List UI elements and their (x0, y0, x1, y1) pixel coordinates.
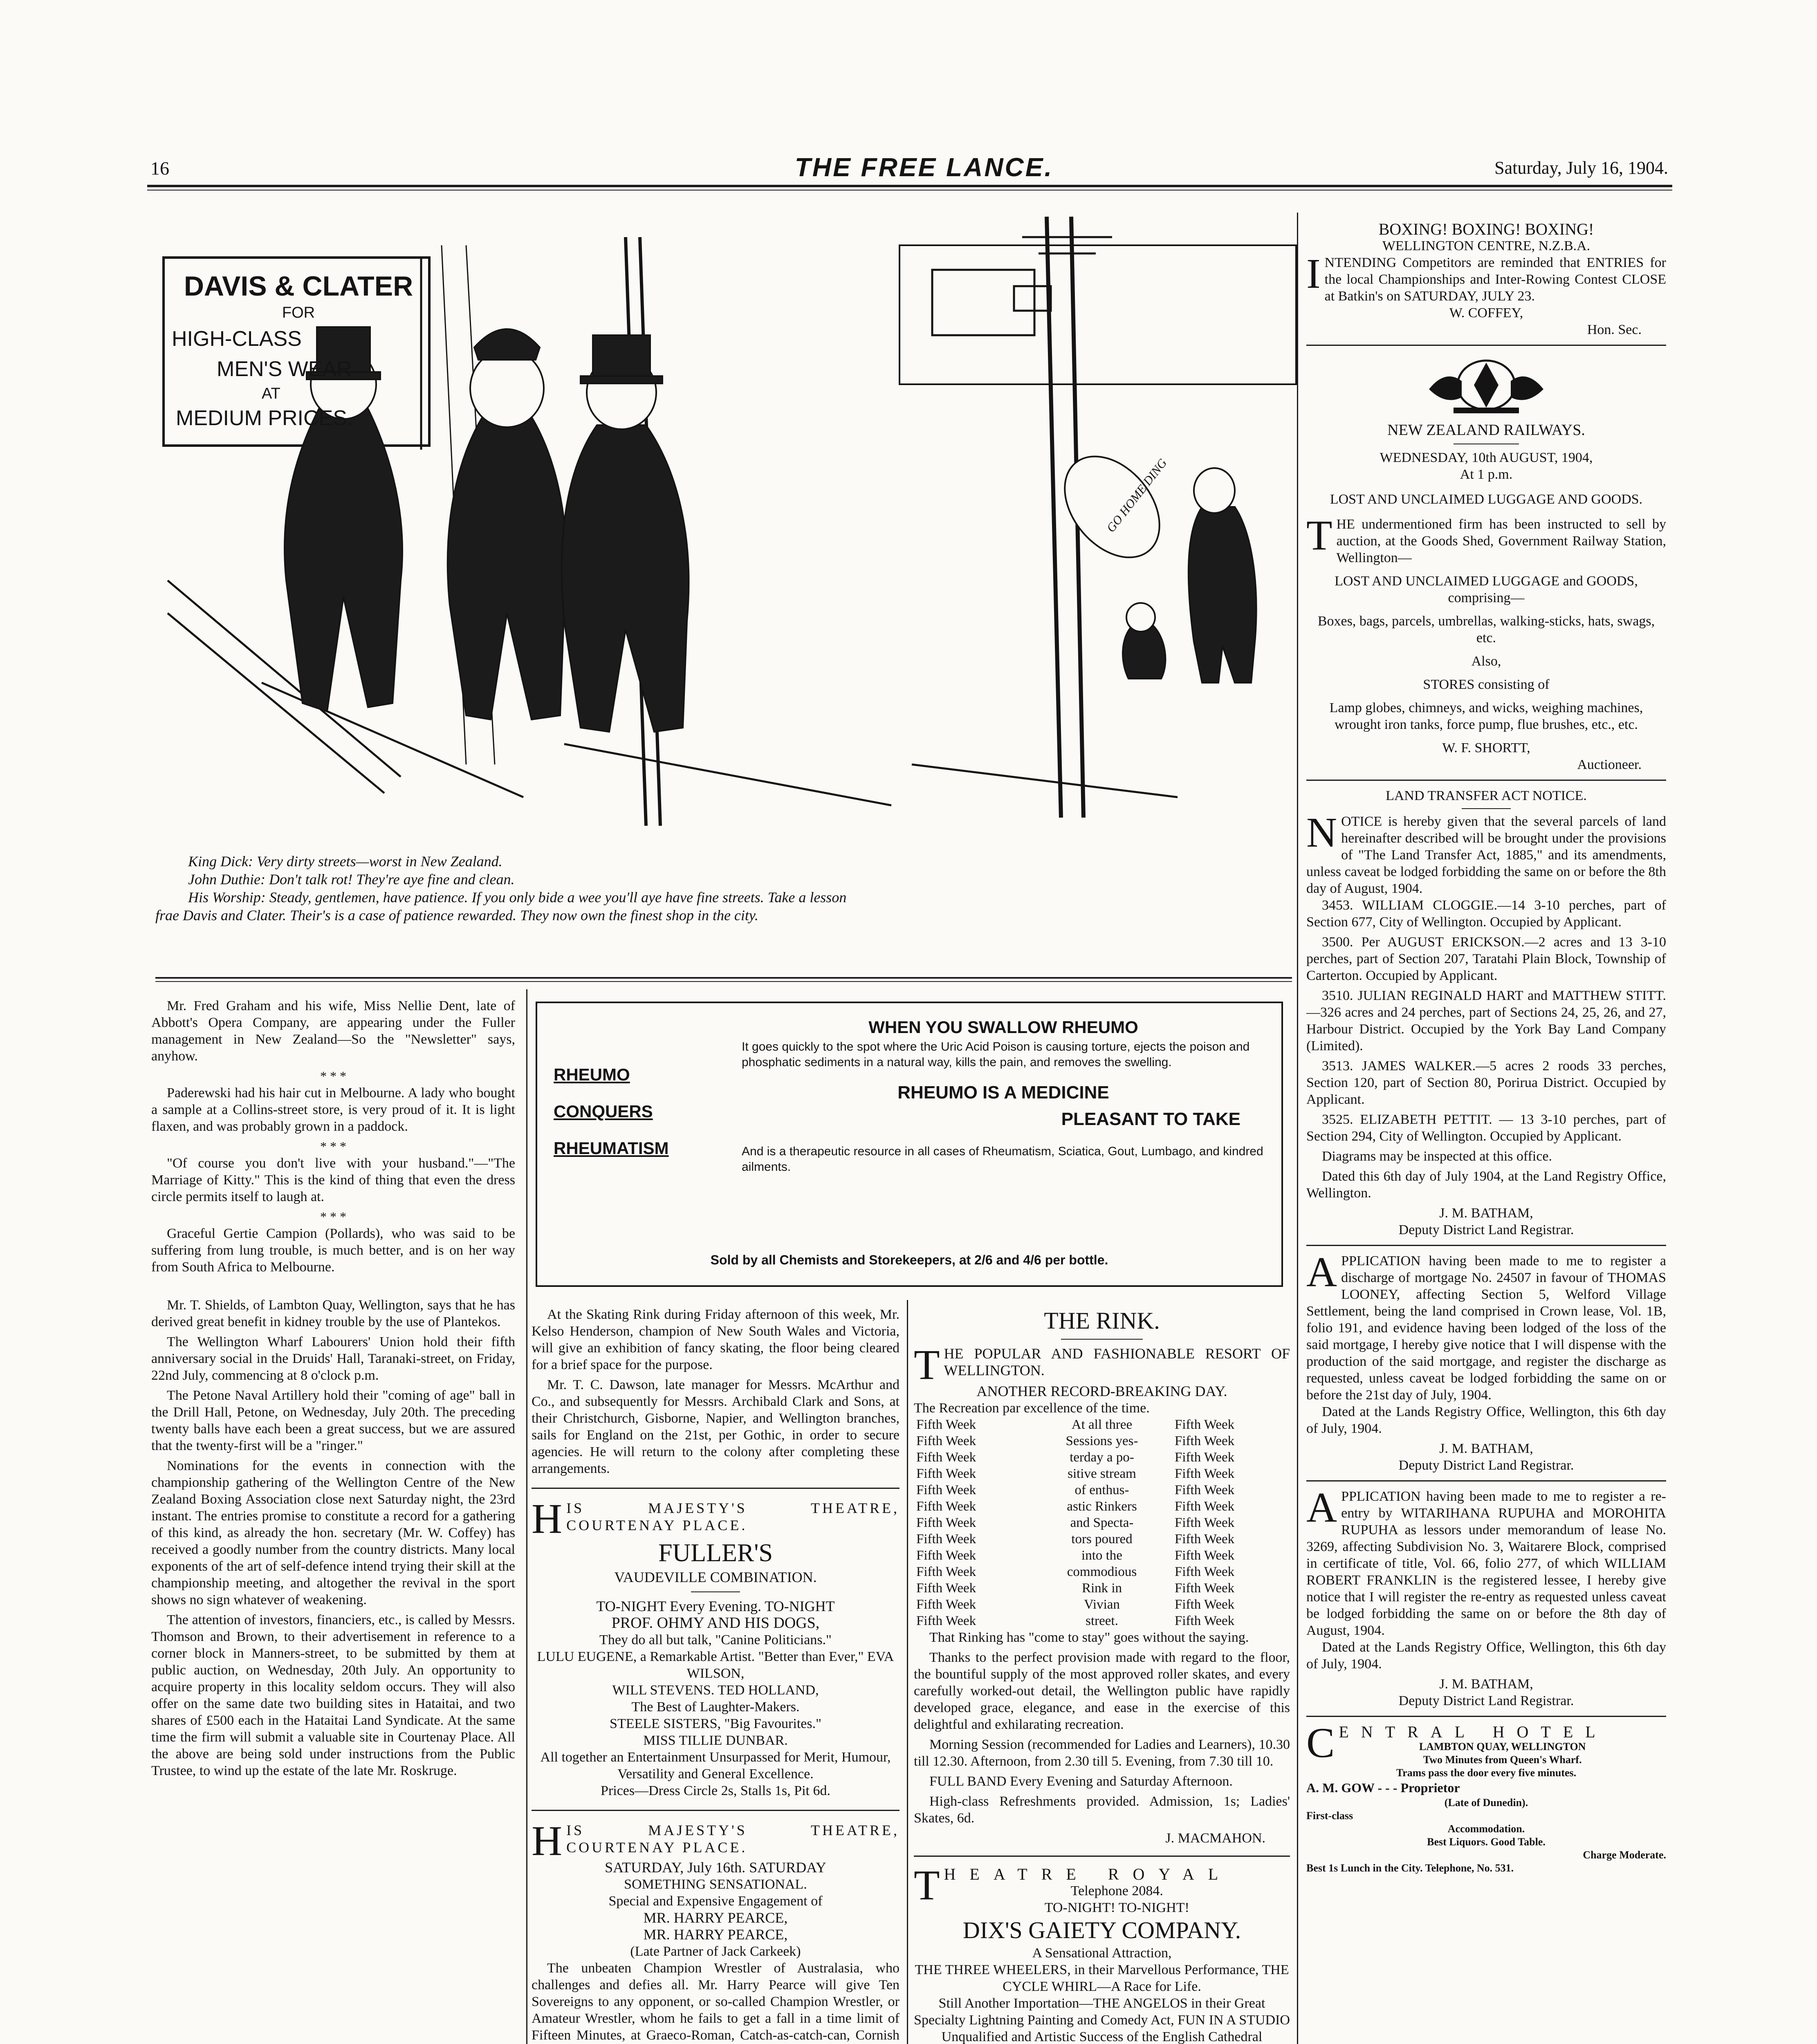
boxing-text: NTENDING Competitors are reminded that ENTRIES for the local Championships and Inter-Rowing Contest CLOSE at Batkin's on SATURDAY, JULY 23. (1324, 255, 1666, 304)
fullers-line-1: TO-NIGHT Every Evening. TO-NIGHT (596, 1598, 835, 1614)
rink-week-row (914, 1498, 1290, 1515)
pearce-line-4: MR. HARRY PEARCE, (643, 1910, 788, 1926)
news-wharf: The Wellington Wharf Labourers' Union hold their fifth anniversary social in the Druids' Hall, Taranaki-street, on Friday, 22nd July, commencing at 8 o'clock p.m. (151, 1334, 515, 1383)
hotel-best: Best Liquors. Good Table. (1427, 1836, 1546, 1848)
cartoon-bottom-rule (155, 977, 1292, 979)
rink-week-cell: Fifth Week (916, 1466, 976, 1481)
pearce-line-1: SATURDAY, July 16th. SATURDAY (605, 1859, 826, 1876)
hotel-prop: A. M. GOW - - - Proprietor (1306, 1780, 1460, 1795)
rink-week-cell: Fifth Week (916, 1614, 976, 1628)
rink-week-cell: Fifth Week (1175, 1564, 1235, 1579)
app1-dated: Dated at the Lands Registry Office, Wellington, this 6th day of July, 1904. (1306, 1404, 1666, 1436)
pearce-line-2: SOMETHING SENSATIONAL. (624, 1877, 807, 1892)
rink-week-cell: street. (1086, 1614, 1118, 1628)
app1-text: PPLICATION having been made to me to register a discharge of mortgage No. 24507 in favour of THOMAS LOONEY, affecting Section 5, Welford Village Settlement, being the land comprised in Crown lease, Vol. 1B, folio 191, and evidence having been lodged of the loss of the said mortgage, I hereby give notice that I will dispense with the production of the said mortgage, and register the discharge as requested, unless caveat be lodged forbidding the same on or before the 21st day of July, 1904. (1306, 1253, 1666, 1403)
column-2 (532, 1306, 900, 2044)
boxing-sign-1: W. COFFEY, (1449, 305, 1523, 320)
rink-week-cell: Fifth Week (916, 1417, 976, 1432)
land-sign-2: Deputy District Land Registrar. (1398, 1222, 1574, 1237)
railway-crest-icon (1306, 352, 1666, 418)
sign-line-6: MEDIUM PRICES. (176, 406, 353, 430)
land-item-5: 3525. ELIZABETH PETTIT. — 13 3-10 perches, part of Section 294, City of Wellington. Occupied by Applicant. (1306, 1112, 1666, 1144)
news-boxing: Nominations for the events in connection with the championship gathering of the Wellington Centre of the New Zealand Boxing Association close next Saturday night, the 23rd instant. The entries promise to constitute a record for a gathering of this kind, as already the hon. secretary (Mr. W. Coffey) has received a goodly number from the country districts. Many local exponents of the art of self-defence intend trying their skill at the championship meeting, and altogether the revival in the sport shows no sign whatever of weakening. (151, 1458, 515, 1607)
column-divider-1 (526, 989, 527, 2044)
rail-text: HE undermentioned firm has been instructed to sell by auction, at the Goods Shed, Government Railway Station, Wellington— (1336, 517, 1666, 565)
hotel-late: (Late of Dunedin). (1444, 1797, 1528, 1809)
fullers-line-6: The Best of Laughter-Makers. (631, 1699, 800, 1715)
pearce-line-3: Special and Expensive Engagement of (608, 1894, 823, 1909)
rheumo-left-1: RHEUMO (554, 1065, 630, 1084)
rink-title: THE RINK. (1044, 1307, 1160, 1334)
land-item-2: 3500. Per AUGUST ERICKSON.—2 acres and 13 3-10 perches, part of Section 207, Taratahi Plain Block, Township of Carterton. Occupied by Applicant. (1306, 935, 1666, 983)
rink-week-cell: Fifth Week (1175, 1532, 1235, 1546)
hotel-charge: Charge Moderate. (1583, 1849, 1666, 1861)
rink-week-cell: Fifth Week (1175, 1597, 1235, 1612)
rheumo-text-1: It goes quickly to the spot where the Uric Acid Poison is causing torture, ejects the poison and phosphatic sediments in a natural way, kills the pain, and removes the swelling. (742, 1040, 1250, 1069)
rheumo-heading-2: RHEUMO IS A MEDICINE (897, 1083, 1109, 1103)
rail-date: WEDNESDAY, 10th AUGUST, 1904, (1380, 450, 1593, 465)
hotel-line-2: Two Minutes from Queen's Wharf. (1423, 1754, 1582, 1766)
rink-weeks-table (914, 1416, 1290, 1629)
sign-line-3: HIGH-CLASS (172, 327, 302, 351)
rink-week-cell: Fifth Week (916, 1483, 976, 1497)
hotel-line-1: LAMBTON QUAY, WELLINGTON (1419, 1741, 1586, 1753)
pearce-line-5: MR. HARRY PEARCE, (643, 1926, 788, 1943)
land-item-4: 3513. JAMES WALKER.—5 acres 2 roods 33 perches, Section 120, part of Section 80, Porirua District. Occupied by Applicant. (1306, 1058, 1666, 1107)
app2-sign-1: J. M. BATHAM, (1439, 1676, 1533, 1692)
rail-time: At 1 p.m. (1460, 467, 1513, 482)
rink-body-5: High-class Refreshments provided. Admission, 1s; Ladies' Skates, 6d. (914, 1794, 1290, 1826)
fullers-advert: HIS MAJESTY'S THEATRE, COURTENAY PLACE. FULLER'S VAUDEVILLE COMBINATION. TO-NIGHT Every Evening. TO-NIGHT PROF. OHMY AND HIS DOGS, They do all but talk, "Canine Politicians." LULU EUGENE, a Remarkable Artist. "Better than Ever," EVA WILSON, WILL STEVENS. TED HOLLAND, The Best of Laughter-Makers. STEELE SISTERS, "Big Favourites." MISS TILLIE DUNBAR. All together an Entertainment Unsurpassed for Merit, Humour, Versatility and General Excellence. Prices—Dress Circle 2s, Stalls 1s, Pit 6d. (532, 1495, 900, 1798)
rink-week-cell: Fifth Week (1175, 1548, 1235, 1563)
news-paderewski: Paderewski had his hair cut in Melbourne. A lady who bought a sample at a Collins-street store, is very proud of it. It is light flaxen, and was probably grown in a paddock. (151, 1085, 515, 1134)
sign-line-4: MEN'S WEAR (217, 357, 352, 381)
rink-week-cell: Vivian (1084, 1597, 1120, 1612)
news-investors: The attention of investors, financiers, etc., is called by Messrs. Thomson and Brown, to their advertisement in reference to a corner block in Manners-street, to be submitted by them at public auction, on Wednesday, 20th July. An opportunity to acquire property in this locality seldom occurs. They will also offer on the same date two building sites in Hataitai, and two shares of £500 each in the Hataitai Land Syndicate. At the same time the firm will submit a valuable site in Courtenay Place. All the above are being sold under instructions from the Public Trustee, to wind up the estate of the late Mr. Roskruge. (151, 1612, 515, 1778)
rink-week-cell: Sessions yes- (1066, 1434, 1138, 1448)
rink-week-cell: tors poured (1071, 1532, 1133, 1546)
pearce-head: IS MAJESTY'S THEATRE, COURTENAY PLACE. (566, 1822, 900, 1856)
sign-line-2: FOR (282, 304, 315, 321)
caption-line-2: John Duthie: Don't talk rot! They're aye fine and clean. (188, 871, 515, 888)
news-graham: Mr. Fred Graham and his wife, Miss Nellie Dent, late of Abbott's Opera Company, are appearing under the Fuller management in New Zealand—So the "Newsletter" says, anyhow. (151, 998, 515, 1064)
hotel-acc: Accommodation. (1447, 1823, 1525, 1835)
rink-week-cell: Fifth Week (1175, 1466, 1235, 1481)
rink-week-cell: commodious (1067, 1564, 1137, 1579)
pearce-body-1: The unbeaten Champion Wrestler of Australasia, who challenges and defies all. Mr. Harry Pearce will give Ten Sovereigns to any opponent, or so-called Champion Wrestler, or Amateur Wrestler, whom he fails to get a fall in a time limit of Fifteen Minutes, at Graeco-Roman, Catch-as-catch-can, Cornish (532, 1961, 900, 2043)
royal-line-3: Still Another Importation—THE ANGELOS in their Great Specialty Lightning Painting and Comedy Act, FUN IN A STUDIO (914, 1996, 1290, 2028)
rail-sign-1: W. F. SHORTT, (1442, 740, 1530, 755)
land-title: LAND TRANSFER ACT NOTICE. (1386, 788, 1587, 803)
cartoon-bottom-rule-thin (155, 981, 1292, 982)
boxing-sign-2: Hon. Sec. (1587, 322, 1642, 337)
sign-line-5: AT (262, 385, 280, 402)
app1-sign-1: J. M. BATHAM, (1439, 1441, 1533, 1456)
news-kitty: "Of course you don't live with your husband."—"The Marriage of Kitty." This is the kind of thing that even the dress circle permits itself to laugh at. (151, 1156, 515, 1204)
masthead-rule-thin (147, 190, 1672, 191)
rink-week-row (914, 1531, 1290, 1547)
rheumo-text-2: And is a therapeutic resource in all cases of Rheumatism, Sciatica, Gout, Lumbago, and kindred ailments. (742, 1145, 1263, 1174)
rink-week-cell: At all three (1071, 1417, 1133, 1432)
rheumo-left-3: RHEUMATISM (554, 1139, 669, 1158)
app2-text: PPLICATION having been made to me to register a re-entry by WITARIHANA RUPUHA and MOROHITA RUPUHA as lessors under memorandum of lease No. 3269, affecting Subdivision No. 3, Waitarere Block, comprised in certificate of title, Vol. 66, folio 277, of which WILLIAM ROBERT FRANKLIN is the registered lessee, I hereby give notice that I will register the re-entry as requested unless caveat be lodged forbidding the same on or before the 8th day of August, 1904. (1306, 1489, 1666, 1638)
rink-week-cell: Fifth Week (916, 1532, 976, 1546)
land-item-1: 3453. WILLIAM CLOGGIE.—14 3-10 perches, part of Section 677, City of Wellington. Occupied by Applicant. (1306, 898, 1666, 930)
column-3: THE RINK. THE POPULAR AND FASHIONABLE RESORT OF WELLINGTON. ANOTHER RECORD-BREAKING DAY. The Recreation par excellence of the time. Fifth Week At all three Fifth Week Fifth Week Sessions yes- Fifth Week Fifth Week terday a po- Fifth Week Fifth Week sitive stream Fifth Week Fifth Week of enthus- Fifth Week Fifth Week astic Rinkers Fifth Week Fifth Week and Specta- Fifth Week Fifth Week tors poured Fifth Week Fifth Week into the Fifth Week Fifth Week commodious Fifth Week Fifth Week Rink in Fifth Week Fifth Week Vivian Fifth Week Fifth Week street. Fifth Week That Rinking has "come to stay" goes without the saying. Thanks to the perfect provision made with regard to the floor, the bountiful supply of the most approved roller skates, and every carefully worked-out detail, the Wellington public have rapidly developed grace, elegance, and ease in the exercise of this delightful and exhilarating recreation. Morning Session (recommended for Ladies and Learners), 10.30 till 12.30. Afternoon, from 2.30 till 5. Evening, from 7.30 till 10. FULL BAND Every Evening and Saturday Afternoon. High-class Refreshments provided. Admission, 1s; Ladies' Skates, 6d. J. MACMAHON. THEATRE ROYAL Telephone 2084. TO-NIGHT! TO-NIGHT! DIX'S GAIETY COMPANY. A Sensational Attraction, THE THREE WHEELERS, in their Marvellous Performance, THE CYCLE WHIRL—A Race for Life. Still Another Importation—THE ANGELOS in their Great Specialty Lightning Painting and Comedy Act, FUN IN A STUDIO Unqualified and Artistic Success of the English Cathedral (914, 1306, 1290, 2044)
rink-body-1: That Rinking has "come to stay" goes without the saying. (929, 1630, 1249, 1645)
rink-head: HE POPULAR AND FASHIONABLE RESORT OF WELLINGTON. (944, 1345, 1290, 1378)
fullers-line-10: Prices—Dress Circle 2s, Stalls 1s, Pit 6d. (601, 1783, 830, 1798)
rink-intro: The Recreation par excellence of the time. (914, 1401, 1150, 1416)
rink-week-row (914, 1433, 1290, 1449)
news-petone: The Petone Naval Artillery hold their "coming of age" ball in the Drill Hall, Petone, on Wednesday, July 20th. The preceding twenty balls have each been a great success, but we are assured that the twenty-first will be a "ringer." (151, 1388, 515, 1453)
royal-title: DIX'S GAIETY COMPANY. (962, 1917, 1241, 1943)
rink-week-row (914, 1416, 1290, 1433)
rheumo-heading-3: PLEASANT TO TAKE (1061, 1109, 1240, 1129)
rink-week-cell: Fifth Week (1175, 1417, 1235, 1432)
rail-also: Also, (1471, 654, 1501, 669)
rail-heading-2: LOST AND UNCLAIMED LUGGAGE and GOODS, comprising— (1335, 574, 1638, 605)
rink-week-row (914, 1466, 1290, 1482)
boxing-head: BOXING! BOXING! BOXING! (1378, 220, 1594, 238)
balloon-text: GO HOME DING (1104, 456, 1170, 535)
fullers-line-9: All together an Entertainment Unsurpassed for Merit, Humour, Versatility and General Excellence. (540, 1750, 891, 1782)
column-divider-3 (1297, 213, 1298, 2044)
fullers-title: FULLER'S (658, 1539, 773, 1567)
land-item-7: Dated this 6th day of July 1904, at the Land Registry Office, Wellington. (1306, 1169, 1666, 1201)
page-number: 16 (150, 158, 169, 179)
rink-week-row (914, 1449, 1290, 1466)
rink-week-row (914, 1564, 1290, 1580)
fullers-line-8: MISS TILLIE DUNBAR. (643, 1733, 788, 1748)
rink-week-row (914, 1482, 1290, 1498)
app2-sign-2: Deputy District Land Registrar. (1398, 1693, 1574, 1708)
rink-week-row (914, 1515, 1290, 1531)
rink-week-cell: Fifth Week (1175, 1581, 1235, 1596)
rail-sign-2: Auctioneer. (1577, 757, 1642, 772)
rink-week-cell: Fifth Week (1175, 1614, 1235, 1628)
caption-line-1: King Dick: Very dirty streets—worst in New Zealand. (188, 853, 502, 870)
hotel-title: ENTRAL HOTEL (1339, 1723, 1608, 1741)
app2-dated: Dated at the Lands Registry Office, Wellington, this 6th day of July, 1904. (1306, 1640, 1666, 1672)
masthead-rule (147, 185, 1672, 187)
rink-body-3: Morning Session (recommended for Ladies and Learners), 10.30 till 12.30. Afternoon, from 2.30 till 5. Evening, from 7.30 till 10. (914, 1737, 1290, 1769)
news-shields: Mr. T. Shields, of Lambton Quay, Wellington, says that he has derived great benefit in kidney trouble by the use of Plantekos. (151, 1298, 515, 1329)
royal-line-1: A Sensational Attraction, (1032, 1945, 1172, 1961)
royal-head: HEATRE ROYAL (944, 1865, 1232, 1883)
royal-tel: Telephone 2084. (1070, 1883, 1163, 1898)
fullers-head: IS MAJESTY'S THEATRE, COURTENAY PLACE. (566, 1500, 900, 1533)
rink-week-cell: Fifth Week (916, 1581, 976, 1596)
rink-week-cell: into the (1081, 1548, 1122, 1563)
royal-line-4: Unqualified and Artistic Success of the English Cathedral (941, 2029, 1263, 2044)
fullers-line-2: PROF. OHMY AND HIS DOGS, (611, 1614, 820, 1632)
masthead-title: THE FREE LANCE. (794, 152, 1054, 182)
rail-items-2: Lamp globes, chimneys, and wicks, weighing machines, wrought iron tanks, force pump, flue brushes, etc., etc. (1329, 700, 1643, 732)
boxing-sub: WELLINGTON CENTRE, N.Z.B.A. (1382, 238, 1590, 253)
rink-week-cell: Fifth Week (916, 1515, 976, 1530)
rink-week-cell: Fifth Week (1175, 1434, 1235, 1448)
rink-week-cell: Fifth Week (916, 1564, 976, 1579)
rink-week-row (914, 1613, 1290, 1629)
fullers-line-3: They do all but talk, "Canine Politicians." (599, 1632, 832, 1647)
fullers-line-4: LULU EUGENE, a Remarkable Artist. "Better than Ever," EVA WILSON, (537, 1649, 894, 1681)
sign-line-1: DAVIS & CLATER (184, 271, 413, 302)
cartoon-caption (155, 852, 1300, 924)
cartoon-sign (168, 270, 429, 433)
rink-week-cell: Fifth Week (1175, 1499, 1235, 1514)
fullers-line-7: STEELE SISTERS, "Big Favourites." (610, 1716, 821, 1731)
column-divider-2 (907, 1300, 908, 2044)
rink-week-cell: sitive stream (1068, 1466, 1136, 1481)
rink-week-cell: and Specta- (1070, 1515, 1134, 1530)
rail-title: NEW ZEALAND RAILWAYS. (1387, 421, 1585, 439)
rink-body-4: FULL BAND Every Evening and Saturday Afternoon. (929, 1774, 1233, 1789)
caption-line-4: frae Davis and Clater. Their's is a case of patience rewarded. They now own the finest shop in the city. (155, 907, 758, 923)
rink-week-cell: Fifth Week (1175, 1515, 1235, 1530)
rink-week-cell: of enthus- (1074, 1483, 1129, 1497)
rink-week-cell: Fifth Week (916, 1548, 976, 1563)
news-dawson: Mr. T. C. Dawson, late manager for Messrs. McArthur and Co., and subsequently for Messrs. Archibald Clark and Sons, at their Christchurch, Gisborne, Napier, and Wellington branches, sails for England on the 21st, per Gothic, in order to secure agencies. He will return to the colony after completing these arrangements. (532, 1377, 900, 1476)
rheumo-left-2: CONQUERS (554, 1102, 653, 1121)
rink-week-cell: Fifth Week (916, 1597, 976, 1612)
rink-week-row (914, 1596, 1290, 1613)
land-text: OTICE is hereby given that the several parcels of land hereinafter described will be brought under the provisions of "The Land Transfer Act, 1885," and its amendments, unless caveat be lodged forbidding the same on or before the 8th day of August, 1904. (1306, 814, 1666, 896)
news-campion: Graceful Gertie Campion (Pollards), who was said to be suffering from lung trouble, is much better, and is on her way from South Africa to Melbourne. (151, 1226, 515, 1275)
rink-week-cell: terday a po- (1070, 1450, 1134, 1465)
pearce-advert: HIS MAJESTY'S THEATRE, COURTENAY PLACE. SATURDAY, July 16th. SATURDAY SOMETHING SENSATIONAL. Special and Expensive Engagement of MR. HARRY PEARCE, MR. HARRY PEARCE, (Late Partner of Jack Carkeek) The unbeaten Champion Wrestler of Australasia, who challenges and defies all. Mr. Harry Pearce will give Ten Sovereigns to any opponent, or so-called Champion Wrestler, or Amateur Wrestler, whom he fails to get a fall in a time limit of Fifteen Minutes, at Graeco-Roman, Catch-as-catch-can, Cornish (532, 1822, 900, 2044)
hotel-advert: CENTRAL HOTEL LAMBTON QUAY, WELLINGTON Two Minutes from Queen's Wharf. Trams pass the door every five minutes. A. M. GOW - - - Proprietor (Late of Dunedin). First-class Accommodation. Best Liquors. Good Table. Charge Moderate. Best 1s Lunch in the City. Telephone, No. 531. (1306, 1719, 1666, 1874)
rink-week-cell: astic Rinkers (1067, 1499, 1137, 1514)
column-1-news: Mr. Fred Graham and his wife, Miss Nellie Dent, late of Abbott's Opera Company, are appearing under the Fuller management in New Zealand—So the "Newsletter" says, anyhow. * * * Paderewski had his hair cut in Melbourne. A lady who bought a sample at a Collins-street store, is very proud of it. It is light flaxen, and was probably grown in a paddock. * * * "Of course you don't live with your husband."—"The Marriage of Kitty." This is the kind of thing that even the dress circle permits itself to laugh at. * * * Graceful Gertie Campion (Pollards), who was said to be suffering from lung trouble, is much better, and is on her way from South Africa to Melbourne. Mr. T. Shields, of Lambton Quay, Wellington, says that he has derived great benefit in kidney trouble by the use of Plantekos. The Wellington Wharf Labourers' Union hold their fifth anniversary social in the Druids' Hall, Taranaki-street, on Friday, 22nd July, commencing at 8 o'clock p.m. The Petone Naval Artillery hold their "coming of age" ball in the Drill Hall, Petone, on Wednesday, July 20th. The preceding twenty balls have each been a great success, but we are assured that the twenty-first will be a "ringer." Nominations for the events in connection with the championship gathering of the Wellington Centre of the New Zealand Boxing Association close next Saturday night, the 23rd instant. The entries promise to constitute a record for a gathering of this kind, as already the hon. secretary (Mr. W. Coffey) has received a goodly number from the country districts. Many local exponents of the art of self-defence intend trying their skill at the championship meeting, and altogether the revival in the sport shows no sign whatever of weakening. The attention of investors, financiers, etc., is called by Messrs. Thomson and Brown, to their advertisement in reference to a corner block in Manners-street, to be submitted by them at public auction, on Wednesday, 20th July. An opportunity to acquire property in this locality seldom occurs. They will also offer on the same date two building sites in Hataitai, and two shares of £500 each in the Hataitai Land Syndicate. At the same time the firm will submit a valuable site in Courtenay Place. All the above are being sold under instructions from the Public Trustee, to wind up the estate of the late Mr. Roskruge. (151, 998, 515, 1778)
rink-sub: ANOTHER RECORD-BREAKING DAY. (976, 1383, 1227, 1399)
land-item-3: 3510. JULIAN REGINALD HART and MATTHEW STITT.—326 acres and 24 perches, part of Sections 24, 25, 26, and 27, Harbour District. Occupied by the York Bay Land Company (Limited). (1306, 988, 1666, 1053)
rheumo-heading-1: WHEN YOU SWALLOW RHEUMO (868, 1018, 1138, 1037)
hotel-fc: First-class (1306, 1810, 1353, 1822)
land-sign-1: J. M. BATHAM, (1439, 1206, 1533, 1221)
rink-week-row (914, 1547, 1290, 1564)
rail-heading-1: LOST AND UNCLAIMED LUGGAGE AND GOODS. (1330, 492, 1643, 507)
land-item-6: Diagrams may be inspected at this office. (1322, 1149, 1552, 1164)
news-skating: At the Skating Rink during Friday afternoon of this week, Mr. Kelso Henderson, champion of New South Wales and Victoria, will give an exhibition of fancy skating, the floor being cleared for a brief space for the purpose. (532, 1307, 900, 1372)
hotel-lunch: Best 1s Lunch in the City. Telephone, No. 531. (1306, 1862, 1514, 1874)
rail-items-1: Boxes, bags, parcels, umbrellas, walking-sticks, hats, swags, etc. (1317, 614, 1655, 645)
rink-week-cell: Rink in (1081, 1581, 1122, 1596)
rheumo-footer: Sold by all Chemists and Storekeepers, at 2/6 and 4/6 per bottle. (710, 1253, 1108, 1267)
rink-week-cell: Fifth Week (916, 1434, 976, 1448)
caption-line-3: His Worship: Steady, gentlemen, have patience. If you only bide a wee you'll aye have fine streets. Take a lesson (188, 889, 847, 905)
rink-week-cell: Fifth Week (1175, 1483, 1235, 1497)
theatre-royal-advert: THEATRE ROYAL Telephone 2084. TO-NIGHT! TO-NIGHT! DIX'S GAIETY COMPANY. A Sensational Attraction, THE THREE WHEELERS, in their Marvellous Performance, THE CYCLE WHIRL—A Race for Life. Still Another Importation—THE ANGELOS in their Great Specialty Lightning Painting and Comedy Act, FUN IN A STUDIO Unqualified and Artistic Success of the English Cathedral (914, 1866, 1290, 2044)
app1-sign-2: Deputy District Land Registrar. (1398, 1458, 1574, 1473)
rheumo-advert (536, 1002, 1283, 1287)
column-4: BOXING! BOXING! BOXING! WELLINGTON CENTRE, N.Z.B.A. INTENDING Competitors are reminded that ENTRIES for the local Championships and Inter-Rowing Contest CLOSE at Batkin's on SATURDAY, JULY 23. W. COFFEY, Hon. Sec. NEW ZEALAND RAILWAYS. WEDNESDAY, 10th AUGUST, 1904, At 1 p.m. LOST AND UNCLAIMED LUGGAGE AND GOODS. THE undermentioned firm has been instructed to sell by auction, at the Goods Shed, Government Railway Station, Wellington— LOST AND UNCLAIMED LUGGAGE and GOODS, comprising— Boxes, bags, parcels, umbrellas, walking-sticks, hats, swags, etc. Also, STORES consisting of Lamp globes, chimneys, and wicks, weighing machines, wrought iron tanks, force pump, flue brushes, etc., etc. W. F. SHORTT, Auctioneer. LAND TRANSFER ACT NOTICE. NOTICE is hereby given that the several parcels of land hereinafter described will be brought under the provisions of "The Land Transfer Act, 1885," and its amendments, unless caveat be lodged forbidding the same on or before the 8th day of August, 1904. 3453. WILLIAM CLOGGIE.—14 3-10 perches, part of Section 677, City of Wellington. Occupied by Applicant. 3500. Per AUGUST ERICKSON.—2 acres and 13 3-10 perches, part of Section 207, Taratahi Plain Block, Township of Carterton. Occupied by Applicant. 3510. JULIAN REGINALD HART and MATTHEW STITT.—326 acres and 24 perches, part of Sections 24, 25, 26, and 27, Harbour District. Occupied by the York Bay Land Company (Limited). 3513. JAMES WALKER.—5 acres 2 roods 33 perches, Section 120, part of Section 80, Porirua District. Occupied by Applicant. 3525. ELIZABETH PETTIT. — 13 3-10 perches, part of Section 294, City of Wellington. Occupied by Applicant. Diagrams may be inspected at this office. Dated this 6th day of July 1904, at the Land Registry Office, Wellington. J. M. BATHAM, Deputy District Land Registrar. APPLICATION having been made to me to register a discharge of mortgage No. 24507 in favour of THOMAS LOONEY, affecting Section 5, Welford Village Settlement, being the land comprised in Crown lease, Vol. 1B, folio 191, and evidence having been lodged of the loss of the said mortgage, I hereby give notice that I will dispense with the production of the said mortgage, and register the discharge as requested, unless caveat be lodged forbidding the same on or before the 21st day of July, 1904. Dated at the Lands Registry Office, Wellington, this 6th day of July, 1904. J. M. BATHAM, Deputy District Land Registrar. APPLICATION having been made to me to register a re-entry by WITARIHANA RUPUHA and MOROHITA RUPUHA as lessors under memorandum of lease No. 3269, affecting Subdivision No. 3, Waitarere Block, comprised in certificate of title, Vol. 66, folio 277, of which WILLIAM ROBERT FRANKLIN is the registered lessee, I hereby give notice that I will register the re-entry as requested unless caveat be lodged forbidding the same on or before the 8th day of August, 1904. Dated at the Lands Registry Office, Wellington, this 6th day of July, 1904. J. M. BATHAM, Deputy District Land Registrar. CENTRAL HOTEL LAMBTON QUAY, WELLINGTON Two Minutes from Queen's Wharf. Trams pass the door every five minutes. A. M. GOW - - - Proprietor (Late of Dunedin). First-class Accommodation. Best Liquors. Good Table. Charge Moderate. Best 1s Lunch in the City. Telephone, No. 531. (1306, 220, 1666, 1874)
fullers-line-5: WILL STEVENS. TED HOLLAND, (612, 1683, 819, 1698)
rail-stores: STORES consisting of (1423, 677, 1550, 692)
royal-tonight: TO-NIGHT! TO-NIGHT! (1044, 1900, 1189, 1915)
masthead-date: Saturday, July 16, 1904. (1494, 158, 1668, 178)
rink-week-row (914, 1580, 1290, 1596)
royal-line-2: THE THREE WHEELERS, in their Marvellous Performance, THE CYCLE WHIRL—A Race for Life. (915, 1962, 1289, 1994)
rink-body-2: Thanks to the perfect provision made with regard to the floor, the bountiful supply of the most approved roller skates, and every carefully worked-out detail, the Wellington public have rapidly developed grace, elegance, and ease in the exercise of this delightful and exhilarating recreation. (914, 1650, 1290, 1732)
rink-sign: J. MACMAHON. (1165, 1831, 1265, 1846)
hotel-line-3: Trams pass the door every five minutes. (1396, 1767, 1577, 1779)
fullers-sub: VAUDEVILLE COMBINATION. (614, 1569, 817, 1585)
pearce-line-6: (Late Partner of Jack Carkeek) (630, 1944, 801, 1959)
rink-week-cell: Fifth Week (916, 1450, 976, 1465)
rink-week-cell: Fifth Week (916, 1499, 976, 1514)
rink-week-cell: Fifth Week (1175, 1450, 1235, 1465)
